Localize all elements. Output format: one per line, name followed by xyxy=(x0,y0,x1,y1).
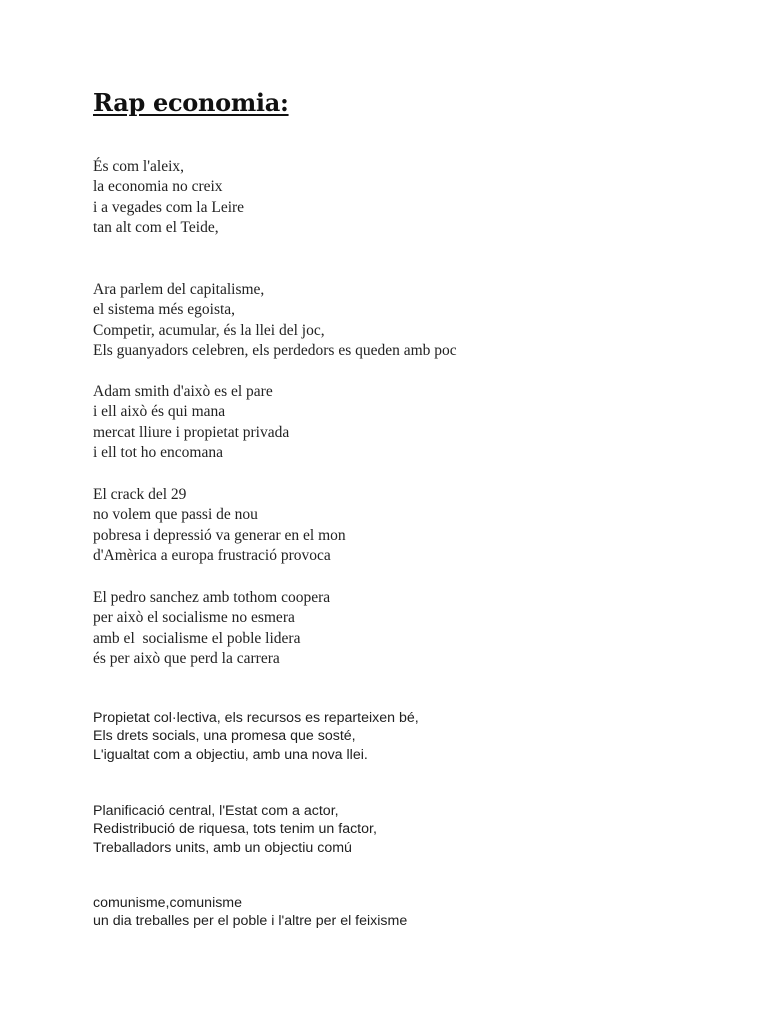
stanza-2 xyxy=(93,280,457,362)
verse-line: Redistribució de riquesa, tots tenim un factor, xyxy=(93,821,377,838)
verse-line: i ell això és qui mana xyxy=(93,403,226,421)
stanza-1 xyxy=(93,157,244,239)
verse-line: la economia no creix xyxy=(93,178,223,196)
verse-line: El pedro sanchez amb tothom coopera xyxy=(93,589,331,606)
verse-line: és per això que perd la carrera xyxy=(93,650,280,668)
verse-line: Els guanyadors celebren, els perdedors es queden amb poc xyxy=(93,342,457,360)
verse-line: Propietat col·lectiva, els recursos es reparteixen bé, xyxy=(93,710,419,726)
verse-line: no volem que passi de nou xyxy=(93,506,258,524)
verse-line: És com l'aleix, xyxy=(93,158,185,175)
stanza-4 xyxy=(93,485,346,567)
stanza-7 xyxy=(93,802,377,857)
page-title: Rap economia: xyxy=(93,88,289,117)
verse-line: Treballadors units, amb un objectiu comú xyxy=(93,839,352,856)
verse-line: un dia treballes per el poble i l'altre per el feixisme xyxy=(93,913,408,930)
verse-line: pobresa i depressió va generar en el mon xyxy=(93,526,346,544)
stanza-5 xyxy=(93,588,330,670)
verse-line: tan alt com el Teide, xyxy=(93,219,219,237)
verse-line: amb el socialisme el poble lidera xyxy=(93,629,301,647)
stanza-8 xyxy=(93,894,407,931)
stanza-3 xyxy=(93,382,289,464)
verse-line: Ara parlem del capitalisme, xyxy=(93,281,265,298)
verse-line: Adam smith d'això es el pare xyxy=(93,383,273,400)
verse-line: Els drets socials, una promesa que sosté, xyxy=(93,728,356,745)
verse-line: i ell tot ho encomana xyxy=(93,444,223,462)
verse-line: el sistema més egoista, xyxy=(93,301,236,319)
verse-line: Planificació central, l'Estat com a actor, xyxy=(93,803,339,819)
verse-line: Competir, acumular, és la llei del joc, xyxy=(93,321,325,339)
verse-line: El crack del 29 xyxy=(93,486,187,503)
verse-line: per això el socialisme no esmera xyxy=(93,609,295,627)
stanza-6 xyxy=(93,709,419,764)
verse-line: L'igualtat com a objectiu, amb una nova llei. xyxy=(93,746,368,763)
verse-line: comunisme,comunisme xyxy=(93,895,243,911)
verse-line: d'Amèrica a europa frustració provoca xyxy=(93,547,331,565)
verse-line: i a vegades com la Leire xyxy=(93,198,245,216)
verse-line: mercat lliure i propietat privada xyxy=(93,423,290,441)
